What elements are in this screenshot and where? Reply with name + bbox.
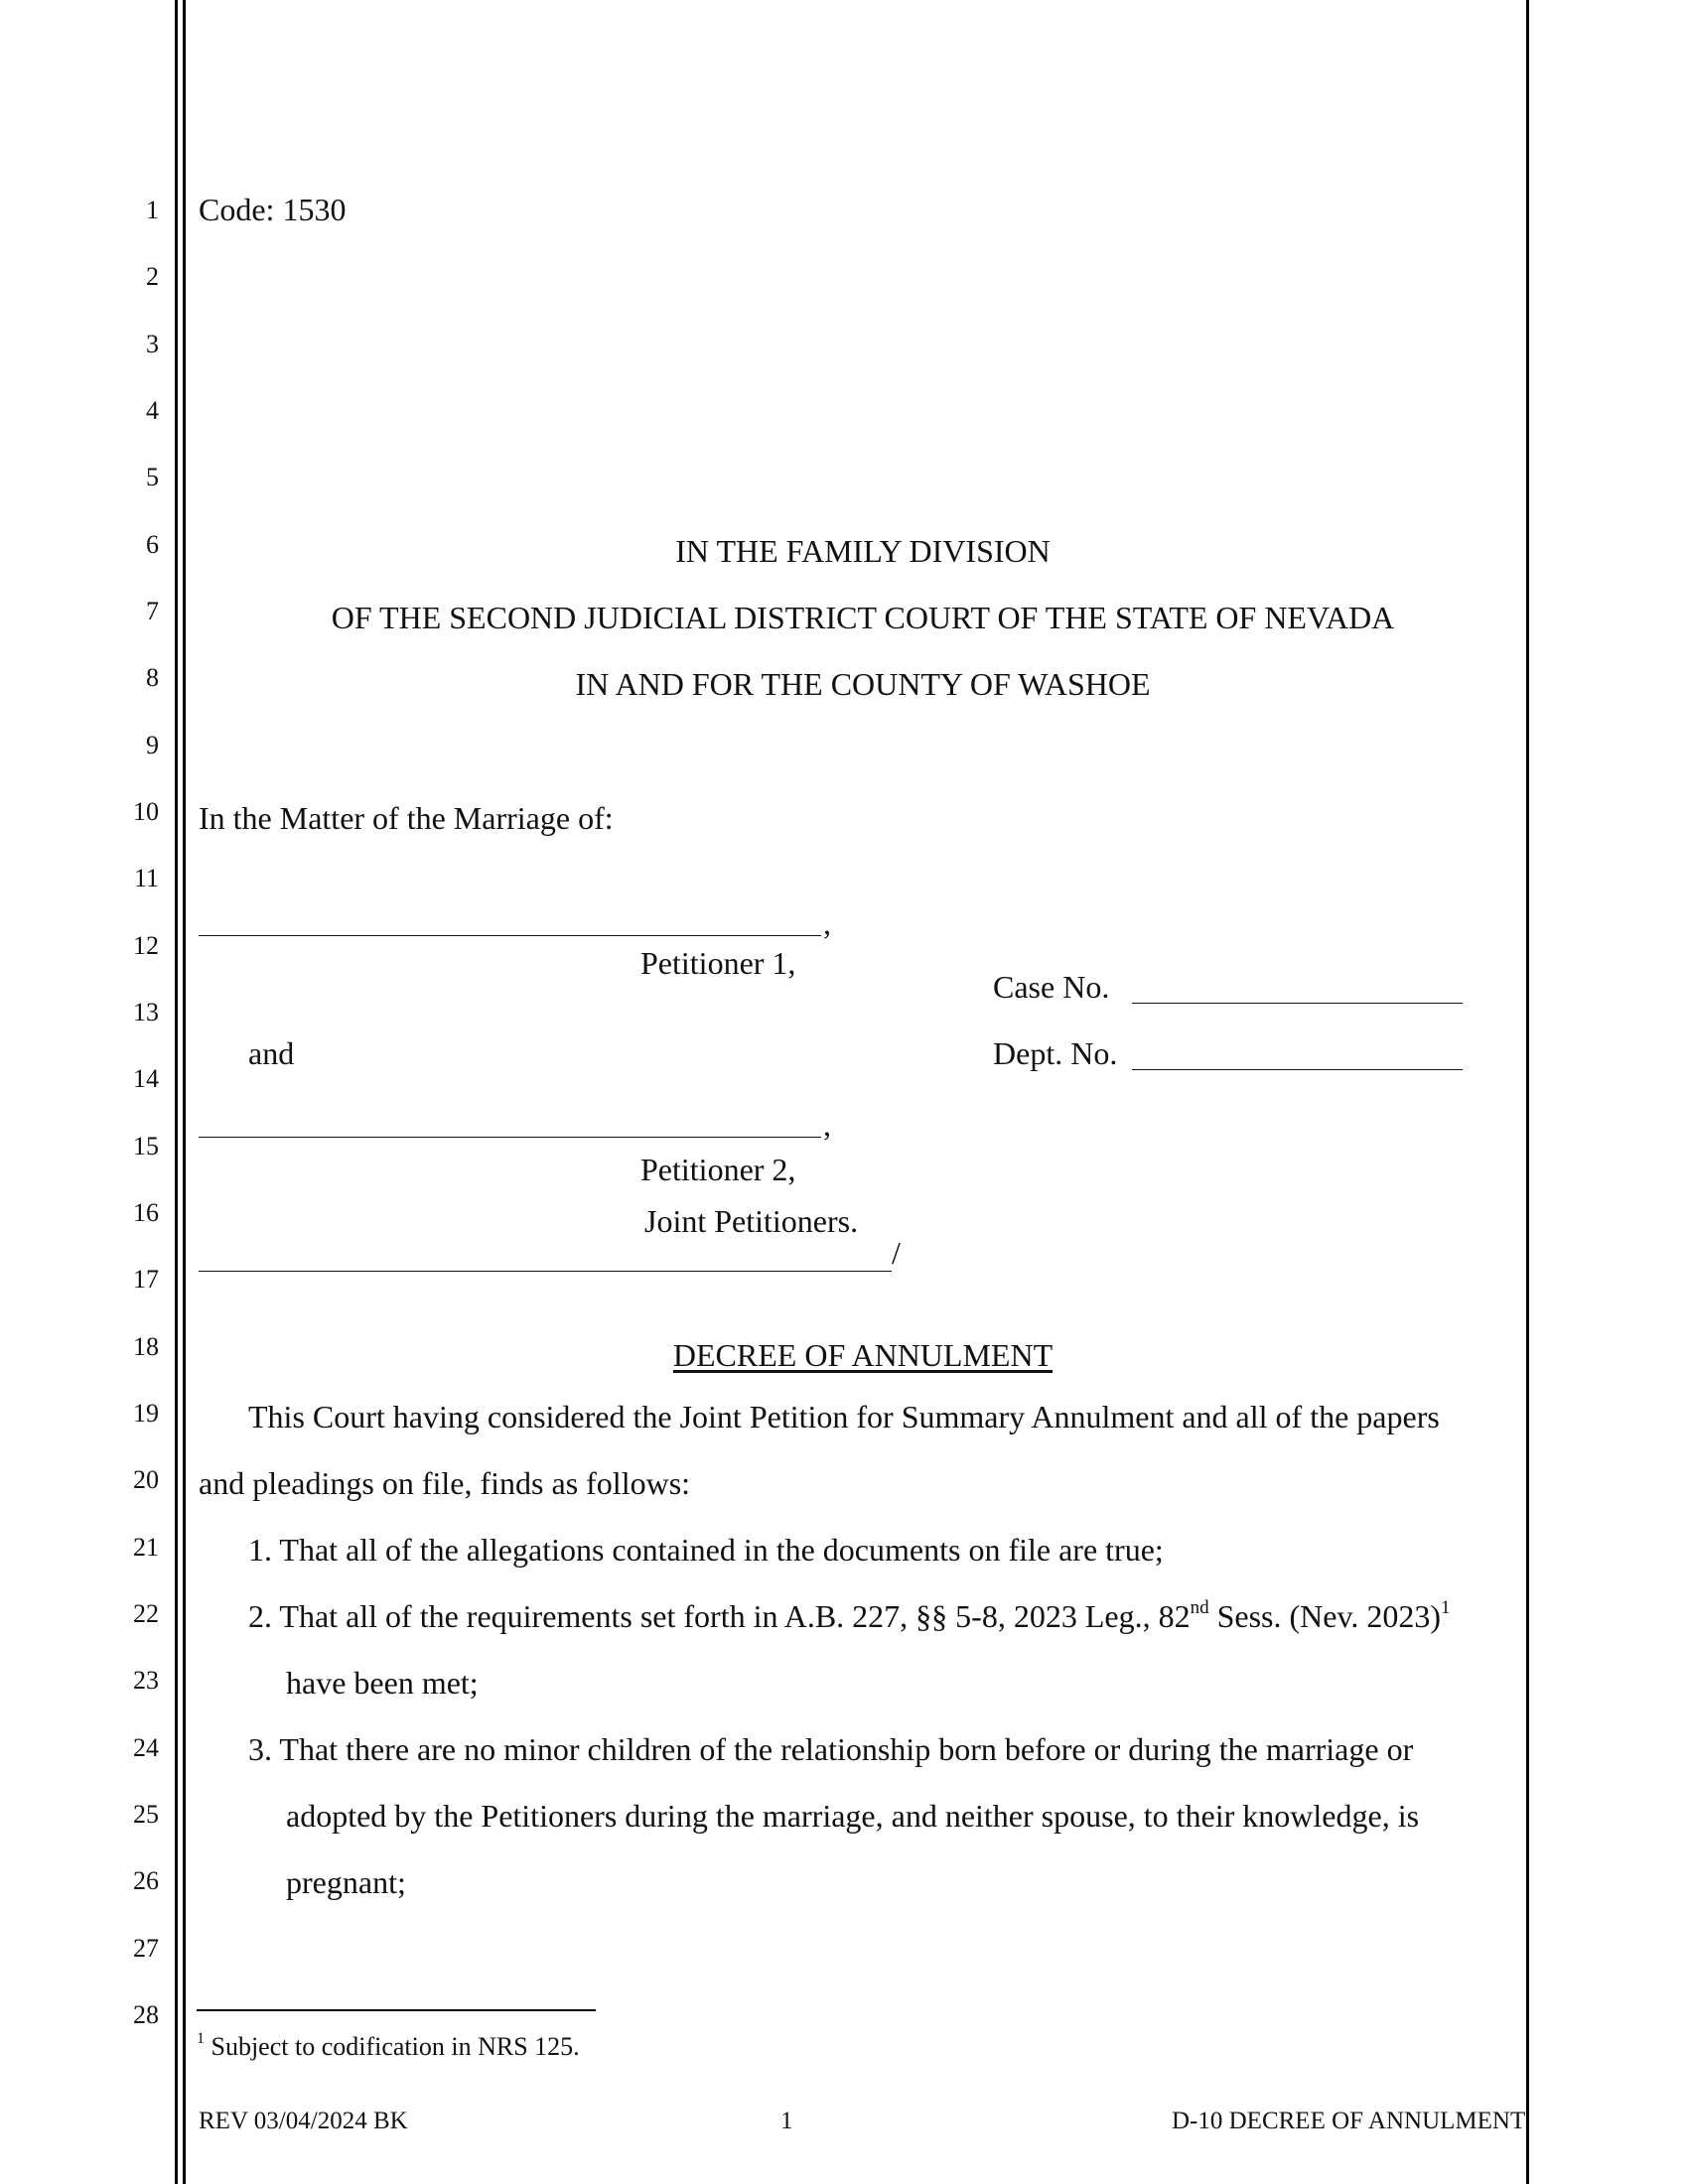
line-number: 26 [133,1866,159,1895]
line-number: 8 [146,663,159,692]
footnote-separator [197,2009,596,2011]
petitioner-2-label: Petitioner 2, [640,1152,796,1187]
finding-2-text-cont: Sess. (Nev. 2023) [1208,1598,1442,1634]
comma: , [823,1107,831,1143]
caption-closing-line [199,1271,892,1272]
intro-line-2: and pleadings on file, finds as follows: [199,1465,691,1501]
line-number: 19 [133,1399,159,1428]
finding-2-continuation: have been met; [286,1665,479,1701]
finding-2 [248,1596,1451,1636]
line-number: 15 [133,1132,159,1160]
finding-3-line-1: 3. That there are no minor children of the relationship born before or during the marriage or [248,1731,1414,1767]
line-number: 5 [146,463,159,491]
petitioner-1-label: Petitioner 1, [640,945,796,981]
finding-2-text: 2. That all of the requirements set forth in A.B. 227, §§ 5-8, 2023 Leg., 82 [248,1598,1191,1634]
court-heading-line-2: OF THE SECOND JUDICIAL DISTRICT COURT OF THE STATE OF NEVADA [331,600,1395,635]
line-number: 18 [133,1332,159,1361]
line-number: 13 [133,998,159,1026]
petitioner-1-name-line[interactable] [199,935,821,936]
line-number: 6 [146,530,159,559]
line-number: 2 [146,262,159,291]
footer-page-number: 1 [780,2108,793,2134]
line-number: 25 [133,1800,159,1829]
line-number: 1 [146,196,159,224]
line-number: 21 [133,1533,159,1562]
line-number: 4 [146,396,159,425]
left-margin-rule-inner [183,0,186,2184]
case-number-label: Case No. [993,969,1110,1005]
footnote-text: Subject to codification in NRS 125. [205,2032,580,2061]
finding-3-line-3: pregnant; [286,1864,406,1900]
line-number: 27 [133,1934,159,1963]
finding-1: 1. That all of the allegations contained in the documents on file are true; [248,1532,1164,1568]
line-number: 11 [133,864,159,892]
line-number: 16 [133,1198,159,1227]
line-number: 28 [133,2000,159,2029]
matter-of-marriage: In the Matter of the Marriage of: [199,800,614,836]
joint-petitioners-label: Joint Petitioners. [644,1203,859,1239]
petitioner-2-name-line[interactable] [199,1137,821,1138]
finding-3-line-2: adopted by the Petitioners during the marriage, and neither spouse, to their knowledge, is [286,1798,1420,1834]
line-number: 9 [146,731,159,759]
intro-line-1: This Court having considered the Joint Petition for Summary Annulment and all of the papers [248,1399,1440,1434]
court-heading-line-1: IN THE FAMILY DIVISION [675,533,1051,569]
line-number: 20 [133,1465,159,1494]
caption-slash: / [892,1235,901,1271]
footer-form-title: D-10 DECREE OF ANNULMENT [1172,2108,1526,2134]
court-heading-line-3: IN AND FOR THE COUNTY OF WASHOE [575,666,1151,702]
footnote [197,2031,580,2063]
footer-revision: REV 03/04/2024 BK [199,2108,408,2134]
right-margin-rule [1526,0,1529,2184]
and-label: and [248,1035,295,1071]
ordinal-suffix: nd [1190,1597,1209,1619]
comma: , [823,905,831,941]
line-number: 12 [133,931,159,960]
line-number: 24 [133,1733,159,1762]
dept-number-label: Dept. No. [993,1035,1118,1071]
document-title: DECREE OF ANNULMENT [672,1337,1054,1373]
case-number-field[interactable] [1132,1003,1463,1004]
line-number: 17 [133,1265,159,1294]
line-number: 10 [133,797,159,826]
footnote-mark: 1 [197,2030,205,2048]
left-margin-rule-outer [175,0,178,2184]
line-number: 3 [146,330,159,358]
line-number: 23 [133,1666,159,1695]
line-number: 22 [133,1599,159,1628]
case-code: Code: 1530 [199,192,347,227]
footnote-reference[interactable]: 1 [1441,1597,1451,1619]
line-number: 7 [146,597,159,625]
line-number: 14 [133,1064,159,1093]
dept-number-field[interactable] [1132,1069,1463,1070]
